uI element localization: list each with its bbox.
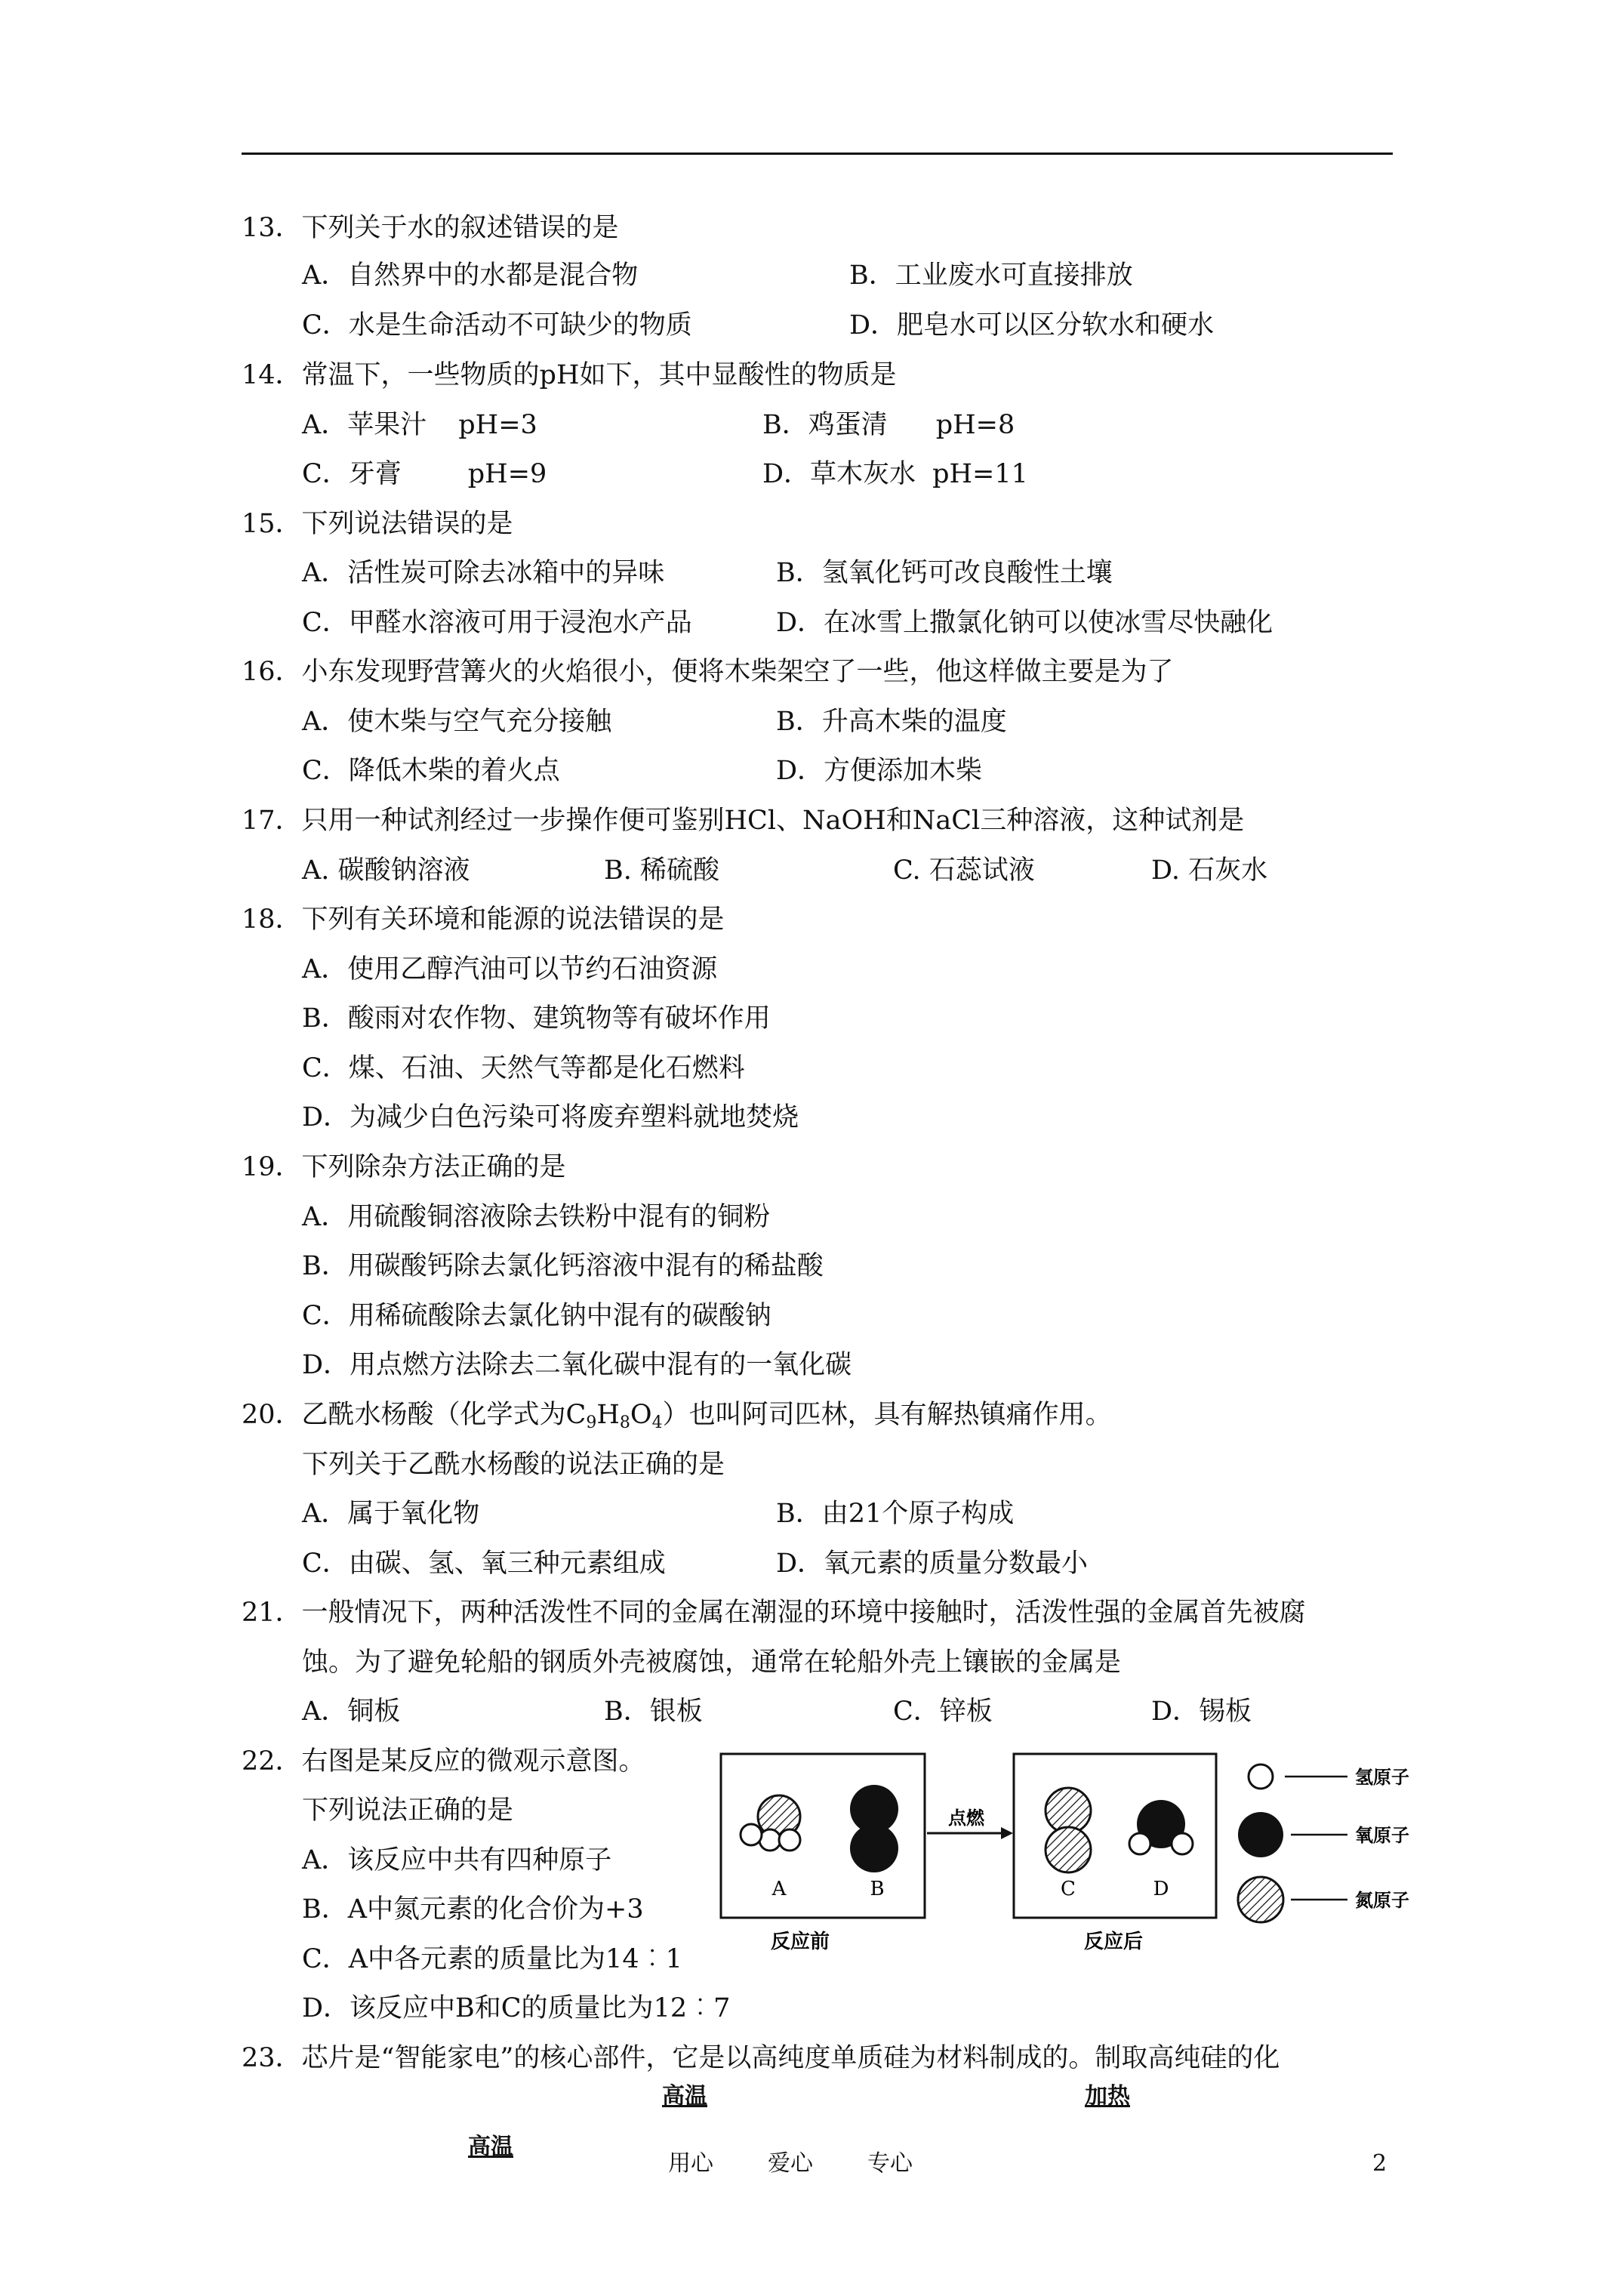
q14-b-ph: pH=8: [935, 410, 1015, 440]
q20-option-a: A．属于氧化物: [302, 1499, 480, 1529]
legend-o-symbol: [1238, 1812, 1283, 1857]
q20-o: O: [630, 1400, 652, 1430]
legend-h-symbol: [1249, 1764, 1273, 1789]
q14-stem: 14．常温下，一些物质的pH如下，其中显酸性的物质是: [242, 360, 897, 390]
q14-c-ph: pH=9: [467, 459, 547, 489]
q13-option-c: C．水是生命活动不可缺少的物质: [302, 310, 692, 341]
q23-stem: 23．芯片是“智能家电”的核心部件，它是以高纯度单质硅为材料制成的。制取高纯硅的化: [242, 2043, 1280, 2073]
q15-option-a: A．活性炭可除去冰箱中的异味: [302, 558, 665, 588]
q22-option-c: C．A中各元素的质量比为14︰1: [302, 1944, 682, 1974]
q18-option-b: B．酸雨对农作物、建筑物等有破坏作用: [302, 1003, 771, 1034]
q14-option-c: [302, 459, 547, 489]
legend-n-label: 氮原子: [1355, 1890, 1409, 1911]
q21-option-a: A．铜板: [302, 1697, 401, 1727]
arrow-head: [1001, 1827, 1013, 1839]
q19-option-b: B．用碳酸钙除去氯化钙溶液中混有的稀盐酸: [302, 1251, 824, 1281]
q17-option-d: D. 石灰水: [1151, 855, 1268, 886]
after-caption: 反应后: [1083, 1931, 1144, 1953]
q16-option-a: A．使木柴与空气充分接触: [302, 707, 612, 737]
legend-h-label: 氢原子: [1355, 1767, 1409, 1788]
legend: [1238, 1764, 1409, 1922]
q20-option-d: D．氧元素的质量分数最小: [776, 1549, 1089, 1579]
q18-option-d: D．为减少白色污染可将废弃塑料就地焚烧: [302, 1102, 799, 1133]
q19-option-c: C．用稀硫酸除去氯化钠中混有的碳酸钠: [302, 1301, 771, 1331]
q14-a-ph: pH=3: [458, 410, 537, 440]
before-caption: 反应前: [770, 1931, 830, 1953]
q15-option-b: B．氢氧化钙可改良酸性土壤: [776, 558, 1113, 588]
q20-sub-4: 4: [651, 1413, 663, 1432]
footer-slogan-3: 专心: [867, 2150, 913, 2177]
q22-option-d: D．该反应中B和C的质量比为12︰7: [302, 1993, 731, 2023]
q20-sub-8: 8: [619, 1413, 630, 1432]
q14-option-b: [762, 410, 1015, 440]
legend-n-symbol: [1238, 1877, 1283, 1922]
label-b: B: [870, 1878, 885, 1900]
q18-stem: 18．下列有关环境和能源的说法错误的是: [242, 905, 725, 935]
reaction-diagram: [717, 1750, 1442, 1977]
header-rule: [242, 153, 1393, 155]
q14-c-name: C．牙膏: [302, 459, 402, 489]
q20-stem: [242, 1400, 1112, 1438]
q21-option-b: B．银板: [604, 1697, 703, 1727]
q22-stem: 22．右图是某反应的微观示意图。: [242, 1746, 645, 1777]
q18-option-c: C．煤、石油、天然气等都是化石燃料: [302, 1053, 745, 1083]
fragment-gaowen-2: 高温: [468, 2134, 513, 2160]
q17-option-b: B. 稀硫酸: [604, 855, 719, 886]
q15-option-c: C．甲醛水溶液可用于浸泡水产品: [302, 608, 692, 638]
q16-option-c: C．降低木柴的着火点: [302, 756, 560, 786]
q14-d-name: D．草木灰水: [762, 459, 916, 489]
q18-option-a: A．使用乙醇汽油可以节约石油资源: [302, 954, 718, 985]
label-a: A: [771, 1878, 787, 1900]
q22-stem-line2: 下列说法正确的是: [302, 1795, 514, 1826]
molecule-d: [1129, 1800, 1193, 1854]
q13-stem: 13．下列关于水的叙述错误的是: [242, 213, 619, 243]
footer-slogan-2: 爱心: [768, 2150, 813, 2177]
molecule-b: [850, 1785, 898, 1872]
q19-option-a: A．用硫酸铜溶液除去铁粉中混有的铜粉: [302, 1202, 771, 1232]
page-number: 2: [1372, 2150, 1387, 2177]
q14-b-name: B．鸡蛋清: [762, 410, 888, 440]
q20-option-c: C．由碳、氢、氧三种元素组成: [302, 1549, 666, 1579]
q21-stem: 21．一般情况下，两种活泼性不同的金属在潮湿的环境中接触时，活泼性强的金属首先被腐: [242, 1598, 1306, 1628]
q16-option-d: D．方便添加木柴: [776, 756, 983, 786]
molecule-a: [741, 1795, 800, 1851]
q20-sub-9: 9: [586, 1413, 597, 1432]
q14-a-name: A．苹果汁: [302, 410, 427, 440]
q21-option-d: D．锡板: [1151, 1697, 1252, 1727]
q19-option-d: D．用点燃方法除去二氧化碳中混有的一氧化碳: [302, 1350, 852, 1380]
q22-option-a: A．该反应中共有四种原子: [302, 1845, 612, 1875]
q14-option-d: [762, 459, 1028, 489]
q19-stem: 19．下列除杂方法正确的是: [242, 1152, 566, 1182]
label-d: D: [1153, 1878, 1169, 1900]
q20-stem-pre: 20．乙酰水杨酸（化学式为C: [242, 1400, 587, 1430]
footer-slogan-1: 用心: [668, 2150, 713, 2177]
q20-stem-post: ）也叫阿司匹林，具有解热镇痛作用。: [662, 1400, 1112, 1430]
q20-option-b: B．由21个原子构成: [776, 1499, 1015, 1529]
q17-option-c: C. 石蕊试液: [893, 855, 1035, 886]
q13-option-b: B．工业废水可直接排放: [849, 260, 1133, 291]
q17-stem: 17．只用一种试剂经过一步操作便可鉴别HCl、NaOH和NaCl三种溶液，这种试剂是: [242, 806, 1245, 836]
q13-option-a: A．自然界中的水都是混合物: [302, 260, 639, 291]
fragment-jiare: 加热: [1085, 2083, 1130, 2110]
q14-option-a: [302, 410, 537, 440]
q20-stem-line2: 下列关于乙酰水杨酸的说法正确的是: [302, 1450, 725, 1480]
q16-option-b: B．升高木柴的温度: [776, 707, 1007, 737]
arrow-label: 点燃: [948, 1808, 984, 1829]
q15-stem: 15．下列说法错误的是: [242, 509, 513, 539]
molecule-c: [1046, 1788, 1091, 1872]
q13-option-d: D．肥皂水可以区分软水和硬水: [849, 310, 1215, 341]
q16-stem: 16．小东发现野营篝火的火焰很小，便将木柴架空了一些，他这样做主要是为了: [242, 657, 1174, 687]
legend-o-label: 氧原子: [1355, 1825, 1409, 1846]
q21-stem-line2: 蚀。为了避免轮船的钢质外壳被腐蚀，通常在轮船外壳上镶嵌的金属是: [302, 1647, 1122, 1678]
label-c: C: [1061, 1878, 1076, 1900]
q20-h: H: [596, 1400, 620, 1430]
q17-option-a: A. 碳酸钠溶液: [302, 855, 470, 886]
q22-option-b: B．A中氮元素的化合价为+3: [302, 1894, 644, 1925]
fragment-gaowen-1: 高温: [662, 2083, 707, 2110]
q15-option-d: D．在冰雪上撒氯化钠可以使冰雪尽快融化: [776, 608, 1273, 638]
q21-option-c: C．锌板: [893, 1697, 993, 1727]
q14-d-ph: pH=11: [932, 459, 1028, 489]
